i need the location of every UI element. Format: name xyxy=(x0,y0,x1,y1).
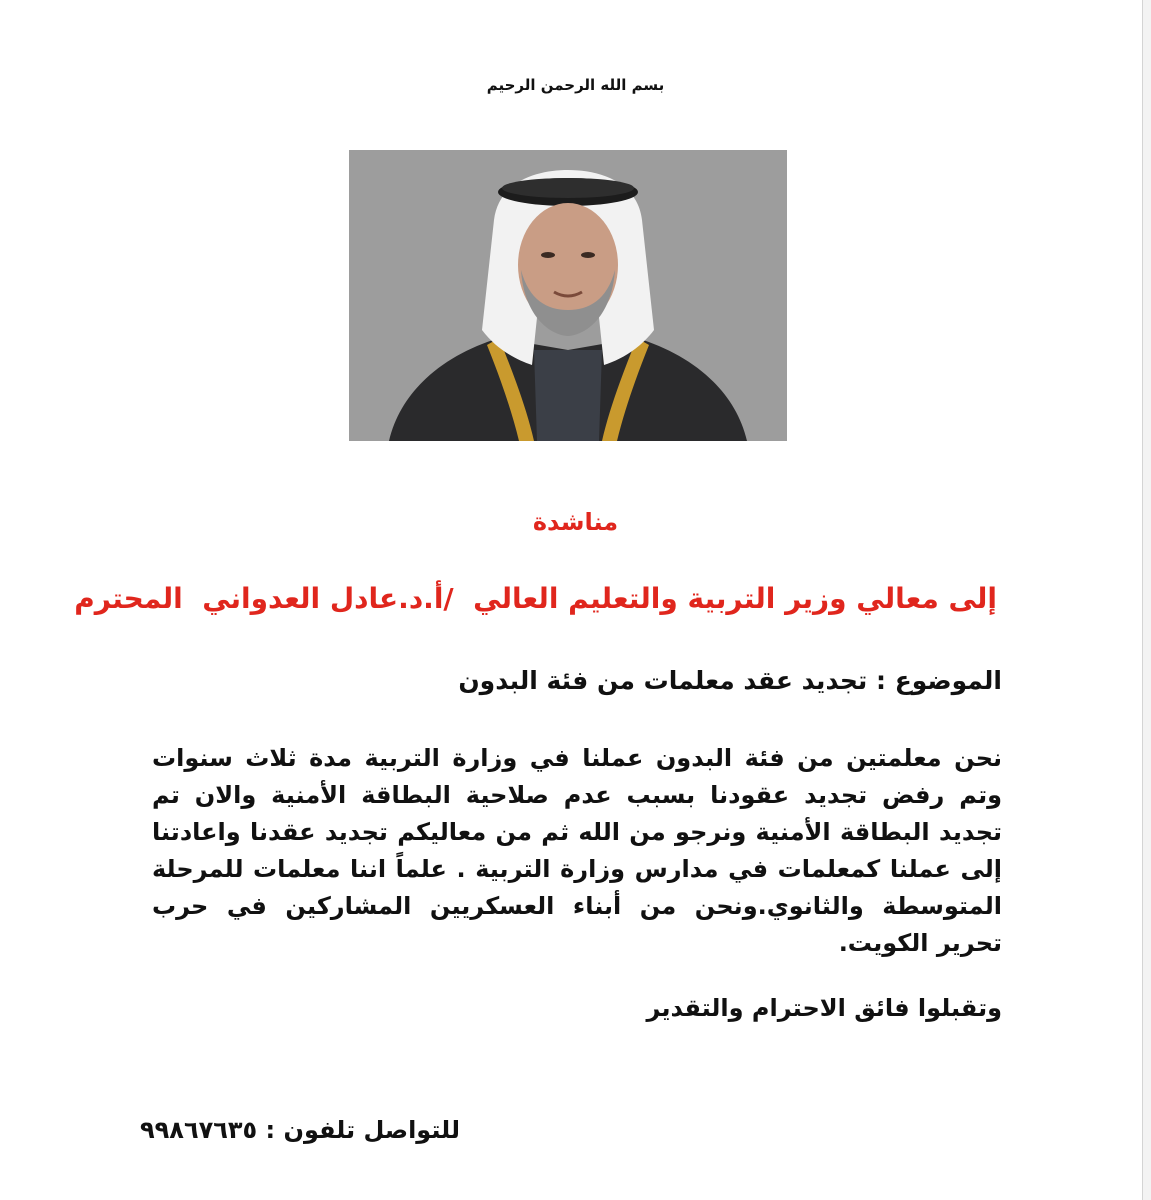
contact-label: للتواصل تلفون : xyxy=(265,1116,460,1144)
minister-photo xyxy=(349,150,787,441)
basmala-heading: بسم الله الرحمن الرحيم xyxy=(486,76,665,94)
appeal-title: مناشدة xyxy=(532,508,619,536)
contact-line xyxy=(140,1116,460,1144)
subject-line: الموضوع : تجديد عقد معلمات من فئة البدون xyxy=(458,666,1002,695)
contact-phone: ٩٩٨٦٧٦٣٥ xyxy=(140,1116,258,1144)
addressee-line: إلى معالي وزير التربية والتعليم العالي /أ.د.عادل العدواني المحترم xyxy=(74,582,997,615)
letter-body: نحن معلمتين من فئة البدون عملنا في وزارة التربية مدة ثلاث سنوات وتم رفض تجديد عقودنا بسبب عدم صلاحية البطاقة الأمنية والان تم تجديد البطاقة الأمنية ونرجو من الله ثم من معاليكم تجديد عقدنا واعادتنا إلى عملنا كمعلمات في مدارس وزارة التربية . علماً اننا معلمات للمرحلة المتوسطة والثانوي.ونحن من أبناء العسكريين المشاركين في حرب تحرير الكويت. xyxy=(152,744,1002,957)
closing-line: وتقبلوا فائق الاحترام والتقدير xyxy=(646,994,1002,1022)
